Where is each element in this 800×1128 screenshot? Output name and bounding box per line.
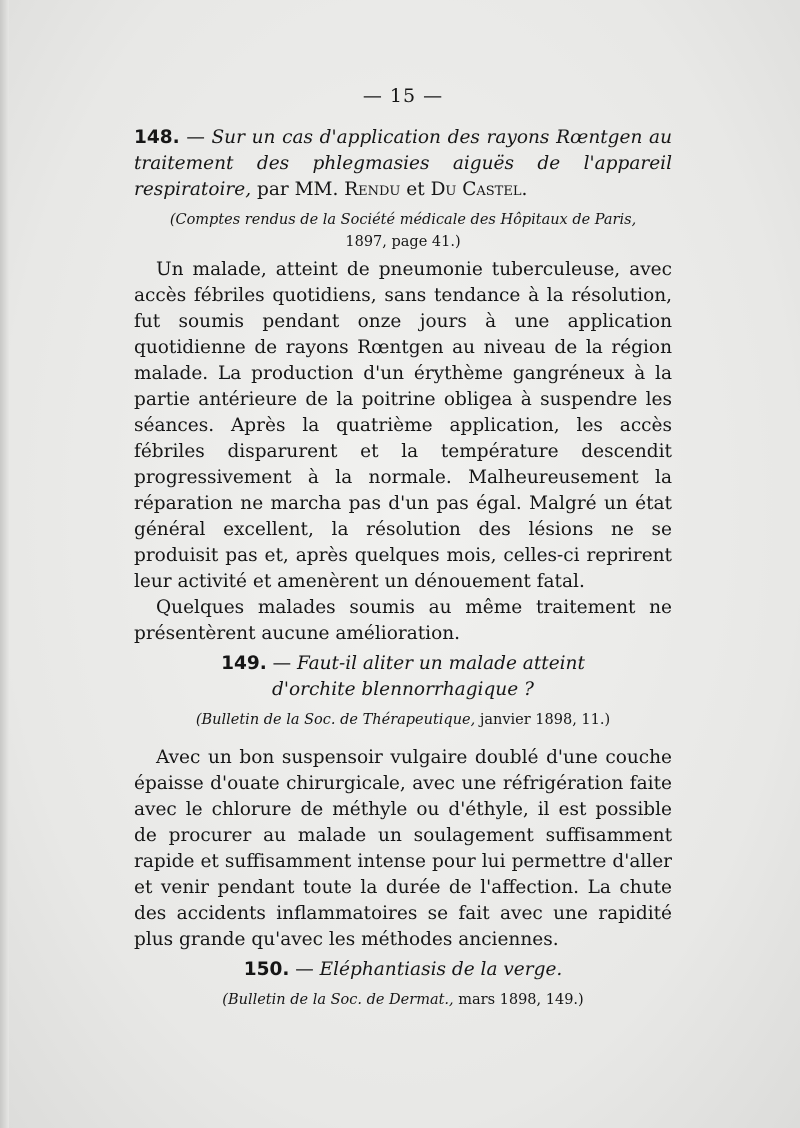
entry-by: par MM.	[251, 179, 345, 200]
entry-148-heading	[134, 125, 672, 203]
source-details: janvier 1898, 11.)	[475, 712, 611, 728]
entry-number: 149.	[221, 653, 267, 674]
entry-149-source	[134, 709, 672, 731]
entry-149-paragraph-1: Avec un bon suspensoir vulgaire doublé d'une couche épaisse d'ouate chirurgicale, avec une réfrigération faite avec le chlorure de méthyle ou d'éthyle, il est possible de procurer au malade un soulagement suffisamment rapide et suffisamment intense pour lui permettre d'aller et venir pendant toute la durée de l'affection. La chute des accidents inflammatoires se fait avec une rapidité plus grande qu'avec les méthodes anciennes.	[134, 747, 672, 950]
entry-number: 148.	[134, 127, 180, 148]
entry-title: Faut-il aliter un malade atteint d'orchite blennorrhagique ?	[272, 653, 585, 700]
entry-title: Sur un cas d'application des rayons Rœntgen au traitement des phlegmasies aiguës de l'appareil respiratoire,	[134, 127, 672, 200]
author-du-castel: Du Castel.	[430, 179, 528, 200]
entry-and: et	[400, 179, 431, 200]
source-journal: (Bulletin de la Soc. de Dermat.,	[222, 992, 454, 1008]
source-journal: (Comptes rendus de la Société médicale des Hôpitaux de Paris,	[169, 212, 637, 228]
entry-148-paragraph-2: Quelques malades soumis au même traitement ne présentèrent aucune amélioration.	[134, 597, 672, 644]
entry-149-heading	[134, 651, 672, 703]
entry-150-heading	[134, 957, 672, 983]
entry-dash: —	[179, 127, 212, 148]
author-rendu: Rendu	[344, 179, 401, 200]
entry-dash: —	[289, 959, 320, 980]
entry-title: Eléphantiasis de la verge.	[319, 959, 563, 980]
page-number: — 15 —	[362, 85, 444, 107]
entry-dash: —	[266, 653, 297, 674]
source-details: 1897, page 41.)	[345, 234, 461, 250]
entry-150-source	[134, 989, 672, 1011]
source-journal: (Bulletin de la Soc. de Thérapeutique,	[195, 712, 476, 728]
entry-148-paragraph-1: Un malade, atteint de pneumonie tuberculeuse, avec accès fébriles quotidiens, sans tendance à la résolution, fut soumis pendant onze jours à une application quotidienne de rayons Rœntgen au niveau de la région malade. La production d'un érythème gangréneux à la partie antérieure de la poitrine obligea à suspendre les séances. Après la quatrième application, les accès fébriles disparurent et la température descendit progressivement à la normale. Malheureusement la réparation ne marcha pas d'un pas égal. Malgré un état général excellent, la résolution des lésions ne se produisit pas et, après quelques mois, celles-ci reprirent leur activité et amenèrent un dénouement fatal.	[134, 259, 672, 592]
entry-148-source	[134, 209, 672, 253]
entry-number: 150.	[243, 959, 290, 980]
page-edge-shadow	[0, 0, 9, 1128]
page-text-block	[134, 85, 672, 1015]
source-details: mars 1898, 149.)	[453, 992, 584, 1008]
